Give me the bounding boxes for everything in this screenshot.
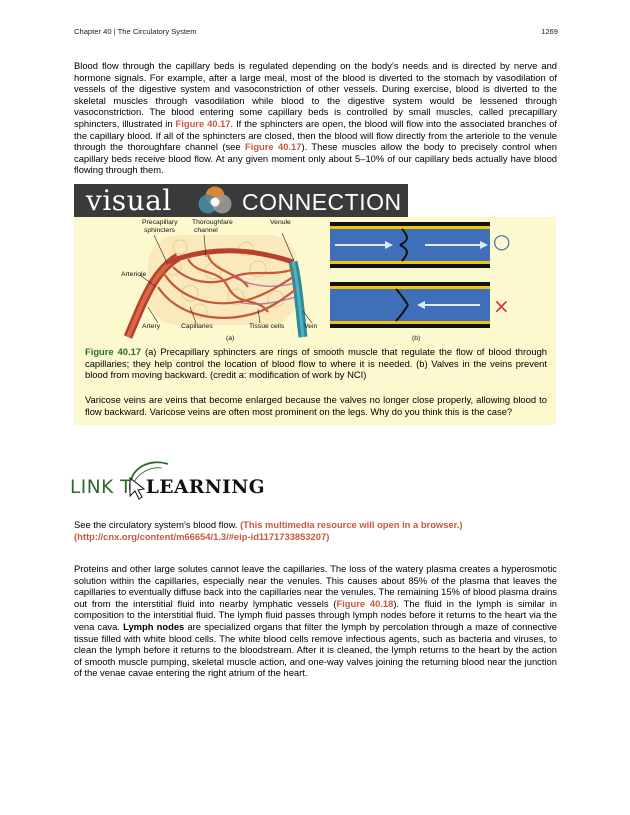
label-venule: Venule	[270, 219, 291, 226]
text-run: ). The fluid in the lymph is similar in composition to the interstitial fluid. The lymph fluid passes through lymph nodes before it returns to the heart via the vena cava.	[74, 597, 558, 632]
label-part-b: (b)	[412, 335, 421, 342]
closed-valve-symbol: ×	[493, 294, 510, 318]
banner-word-connection: CONNECTION	[242, 189, 402, 215]
label-tissue-cells: Tissue cells	[249, 323, 285, 330]
chapter-title: Chapter 40 | The Circulatory System	[74, 27, 197, 36]
figure-link[interactable]: Figure 40.17	[244, 141, 302, 153]
ltl-word-learning: LEARNING	[145, 477, 266, 498]
visual-connection-question: Varicose veins are veins that become enlarged because the valves no longer close properly, allowing blood to flow backward. Varicose veins are often most prominent on the legs. Why do you think this is the case?	[85, 394, 547, 417]
label-part-a: (a)	[226, 335, 235, 342]
paragraph-blood-flow	[74, 60, 557, 176]
open-valve-symbol: ○	[493, 229, 511, 253]
text-run: are specialized organs that filter the lymph by percolation through a maze of connective tissue filled with white blood cells. The white blood cells remove infectious agents, such as bacteria and viruses, to clean the lymph before it returns to the bloodstream. After it is cleaned, the lymph returns to the heart by the action of smooth muscle pumping, skeletal muscle action, and one-way valves joining the returning blood near the junction of the venae cavae entering the right atrium of the heart.	[74, 620, 558, 679]
bold-term: Lymph nodes	[123, 620, 185, 632]
vein-valves-illustration	[330, 220, 520, 332]
page-header	[74, 27, 558, 39]
visual-connection-banner	[74, 184, 408, 217]
page-number: 1269	[541, 27, 558, 36]
ltl-word-link: LINK T	[70, 477, 132, 498]
label-precapillary: Precapillary	[142, 219, 178, 226]
label-thoroughfare: Thoroughfare	[192, 219, 233, 226]
figure-link[interactable]: Figure 40.18	[336, 597, 394, 609]
label-capillaries: Capillaries	[181, 323, 213, 330]
multimedia-resource-link[interactable]: (This multimedia resource will open in a browser.) (http://cnx.org/content/m66654/1.3/#eip-id1171733853207)	[74, 519, 463, 542]
label-artery: Artery	[142, 323, 161, 330]
text-run: See the circulatory system’s blood flow.	[74, 519, 241, 530]
paragraph-lymph	[74, 563, 557, 679]
figure-number: Figure 40.17	[85, 346, 142, 357]
text-run: . If the sphincters are open, the blood will flow into the associated branches of the capillary blood. If all of the sphincters are closed, then the blood will flow directly from the arteriole to the venule through the thoroughfare channel (see	[74, 117, 557, 153]
label-sphincters: sphincters	[144, 227, 175, 234]
text-run: Proteins and other large solutes cannot leave the capillaries. The loss of the watery plasma creates a hyperosmotic solution within the capillaries, especially near the venules. This causes about 85% of the plasma that leaves the capillaries to eventually diffuse back into the capillaries near the venules. The remaining 15% of blood plasma drains out from the interstitial fluid into nearby lymphatic vessels (	[74, 563, 557, 609]
banner-word-visual: visual	[86, 184, 172, 217]
label-arteriole: Arteriole	[121, 271, 147, 278]
figure-link[interactable]: Figure 40.17	[175, 117, 231, 129]
label-channel: channel	[194, 227, 218, 234]
visual-connection-logo-icon	[192, 184, 238, 217]
caption-text: (a) Precapillary sphincters are rings of smooth muscle that regulate the flow of blood through capillaries; they help control the location of blood flow to where it is needed. (b) Valves in the veins prevent blood from moving backward. (credit a: modification of work by NCI)	[85, 346, 547, 381]
link-to-learning-logo	[70, 456, 266, 502]
text-run: Blood flow through the capillary beds is regulated depending on the body’s needs and is directed by nerve and hormone signals. For example, after a large meal, most of the blood is diverted to the stomach by vasodilation of vessels of the digestive system and vasoconstriction of other vessels. During exercise, blood is diverted to the skeletal muscles through vasodilation while blood to the digestive system would be lessened through vasoconstriction. The blood entering some capillary beds is controlled by small muscles, called precapillary sphincters, illustrated in	[74, 60, 557, 129]
figure-caption	[85, 346, 547, 381]
link-to-learning-text	[74, 519, 557, 542]
label-vein: Vein	[304, 323, 318, 330]
text-run: ). These muscles allow the body to precisely control when capillary beds receive blood flow. At any given moment only about 5–10% of our capillary beds actually have blood flowing through them.	[74, 141, 557, 176]
